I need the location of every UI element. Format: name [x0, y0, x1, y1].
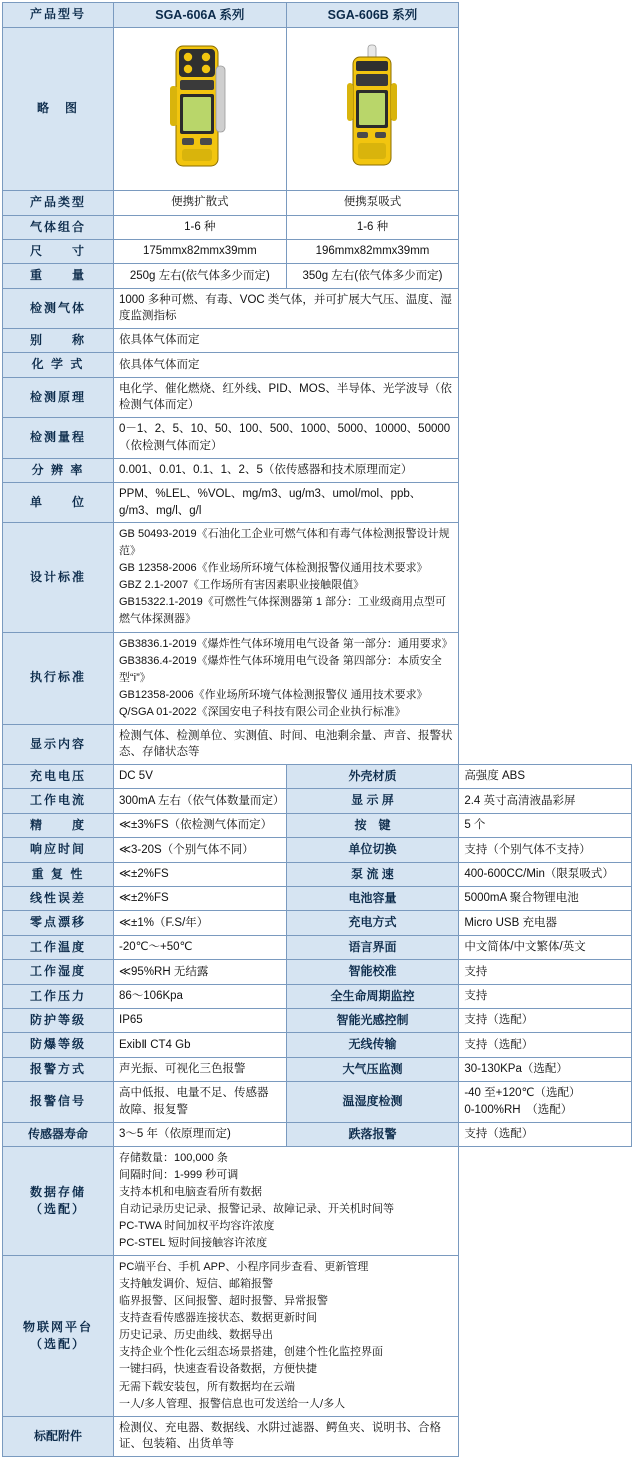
- pair-label-right-9: 全生命周期监控: [286, 984, 459, 1008]
- table-row-sensor-life: [3, 1122, 632, 1146]
- row-value-span-6: PPM、%LEL、%VOL、mg/m3、ug/m3、umol/mol、ppb、g/m3、mg/l、g/l: [114, 482, 459, 522]
- rows-span-body: [3, 288, 632, 523]
- row-label-design-standard: 设计标准: [3, 523, 114, 632]
- temp-humidity-line-1: 0-100%RH （选配）: [464, 1103, 573, 1116]
- pair-label-right-11: 无线传输: [286, 1033, 459, 1057]
- row-value-a-1: 1-6 种: [114, 215, 287, 239]
- design-standard-line-3: GB15322.1-2019《可燃性气体探测器第 1 部分：工业级商用点型可燃气体探测器》: [119, 596, 447, 626]
- pair-value-right-0: 高强度 ABS: [459, 765, 632, 789]
- row-label-alarm-signal: 报警信号: [3, 1082, 114, 1122]
- iot-platform-value: [114, 1256, 459, 1416]
- pair-label-left-9: 工作压力: [3, 984, 114, 1008]
- data-storage-line-4: PC-TWA 时间加权平均容许浓度: [119, 1220, 275, 1233]
- pair-label-right-4: 泵 流 速: [286, 862, 459, 886]
- model-a-header: SGA-606A 系列: [114, 3, 287, 28]
- row-value-b-0: 便携泵吸式: [286, 191, 459, 215]
- pair-value-left-0: DC 5V: [114, 765, 287, 789]
- row-label-display-content: 显示内容: [3, 724, 114, 764]
- pair-label-left-5: 线性误差: [3, 887, 114, 911]
- accessories-value: 检测仪、充电器、数据线、水阱过滤器、鳄鱼夹、说明书、合格证、包装箱、出货单等: [114, 1416, 459, 1456]
- pair-label-right-12: 大气压监测: [286, 1057, 459, 1081]
- iot-platform-line-8: 一人/多人管理、报警信息也可发送给一人/多人: [119, 1397, 346, 1410]
- table-row-model: [3, 3, 632, 28]
- device-image-b: [341, 43, 403, 175]
- row-label-span-5: 分 辨 率: [3, 458, 114, 482]
- row-label-3: 重 量: [3, 264, 114, 288]
- pair-value-left-1: 300mA 左右（依气体数量而定）: [114, 789, 287, 813]
- pair-value-right-7: 中文简体/中文繁体/英文: [459, 935, 632, 959]
- iot-platform-line-3: 支持查看传感器连接状态、数据更新时间: [119, 1312, 317, 1325]
- alarm-signal-value: [114, 1082, 287, 1122]
- row-value-a-3: 250g 左右(依气体多少而定): [114, 264, 287, 288]
- pair-label-right-2: 按 键: [286, 813, 459, 837]
- iot-platform-line-6: 一键扫码，快速查看设备数据，方便快捷: [119, 1363, 317, 1376]
- pair-label-right-3: 单位切换: [286, 838, 459, 862]
- table-row-data-storage: [3, 1146, 632, 1255]
- row-label-data-storage: [3, 1146, 114, 1255]
- drop-alarm-value: 支持（选配）: [459, 1122, 632, 1146]
- pair-value-left-7: -20℃～+50℃: [114, 935, 287, 959]
- iot-platform-line-2: 临界报警、区间报警、超时报警、异常报警: [119, 1295, 328, 1308]
- exec-standard-value: [114, 632, 459, 724]
- pair-label-left-3: 响应时间: [3, 838, 114, 862]
- table-row: [3, 418, 632, 458]
- data-storage-line-2: 支持本机和电脑查看所有数据: [119, 1186, 262, 1198]
- pair-value-right-10: 支持（选配）: [459, 1009, 632, 1033]
- pair-value-left-12: 声光振、可视化三色报警: [114, 1057, 287, 1081]
- pair-value-left-9: 86～106Kpa: [114, 984, 287, 1008]
- pair-label-left-11: 防爆等级: [3, 1033, 114, 1057]
- row-label-iot-platform-line1: 物联网平台: [22, 1319, 93, 1334]
- pair-label-left-4: 重 复 性: [3, 862, 114, 886]
- row-label-1: 气体组合: [3, 215, 114, 239]
- alarm-signal-line-0: 高中低报、电量不足、传感器: [119, 1087, 269, 1100]
- pair-value-left-4: ≪±2%FS: [114, 862, 287, 886]
- exec-standard-line-0: GB3836.1-2019《爆炸性气体环境用电气设备 第一部分：通用要求》: [119, 637, 453, 650]
- pair-label-right-6: 充电方式: [286, 911, 459, 935]
- pairs-body: [3, 765, 632, 1082]
- product-image-a-cell: [114, 28, 287, 191]
- table-row-pair: [3, 935, 632, 959]
- data-storage-value: [114, 1146, 459, 1255]
- row-label-sensor-life: 传感器寿命: [3, 1122, 114, 1146]
- table-row-pair: [3, 862, 632, 886]
- row-label-iot-platform-line2: （选配）: [29, 1336, 86, 1351]
- pair-value-right-12: 30-130KPa（选配）: [459, 1057, 632, 1081]
- pair-value-right-2: 5 个: [459, 813, 632, 837]
- iot-platform-line-1: 支持触发调价、短信、邮箱报警: [119, 1278, 273, 1291]
- data-storage-line-0: 存储数量：100,000 条: [119, 1151, 228, 1164]
- table-row: [3, 191, 632, 215]
- pair-label-left-1: 工作电流: [3, 789, 114, 813]
- table-row-pair: [3, 887, 632, 911]
- design-standard-value: [114, 523, 459, 632]
- row-value-b-2: 196mmx82mmx39mm: [286, 239, 459, 263]
- table-row: [3, 482, 632, 522]
- iot-platform-line-5: 支持企业个性化云组态场景搭建，创建个性化监控界面: [119, 1346, 383, 1359]
- iot-platform-line-0: PC端平台、手机 APP、小程序同步查看、更新管理: [119, 1261, 369, 1274]
- pair-value-left-3: ≪3-20S（个别气体不同）: [114, 838, 287, 862]
- pair-label-left-8: 工作湿度: [3, 960, 114, 984]
- row-value-b-1: 1-6 种: [286, 215, 459, 239]
- row-label-span-6: 单 位: [3, 482, 114, 522]
- data-storage-line-5: PC-STEL 短时间接触容许浓度: [119, 1237, 268, 1250]
- exec-standard-line-3: Q/SGA 01-2022《深国安电子科技有限公司企业执行标准》: [119, 705, 406, 718]
- table-row-accessories: [3, 1416, 632, 1456]
- pair-value-right-1: 2.4 英寸高清液晶彩屏: [459, 789, 632, 813]
- row-label-2: 尺 寸: [3, 239, 114, 263]
- table-row-pair: [3, 1009, 632, 1033]
- row-label-sketch: 略 图: [3, 28, 114, 191]
- pair-label-left-10: 防护等级: [3, 1009, 114, 1033]
- pair-value-right-6: Micro USB 充电器: [459, 911, 632, 935]
- row-value-span-3: 电化学、催化燃烧、红外线、PID、MOS、半导体、光学波导（依检测气体而定）: [114, 377, 459, 417]
- data-storage-line-1: 间隔时间：1-999 秒可调: [119, 1168, 239, 1181]
- table-row: [3, 353, 632, 377]
- table-row: [3, 329, 632, 353]
- table-row: [3, 264, 632, 288]
- table-row-exec-standard: [3, 632, 632, 724]
- table-row-pair: [3, 789, 632, 813]
- table-row: [3, 215, 632, 239]
- design-standard-line-2: GBZ 2.1-2007《工作场所有害因素职业接触限值》: [119, 579, 365, 592]
- row-label-data-storage-line2: （选配）: [29, 1202, 86, 1217]
- pair-label-right-8: 智能校准: [286, 960, 459, 984]
- row-value-span-5: 0.001、0.01、0.1、1、2、5（依传感器和技术原理而定）: [114, 458, 459, 482]
- pair-value-left-11: ExibⅡ CT4 Gb: [114, 1033, 287, 1057]
- row-label-accessories: 标配附件: [3, 1416, 114, 1456]
- product-spec-table: [2, 2, 632, 1457]
- gas-detector-b-icon: [341, 43, 403, 169]
- device-image-a: [164, 42, 236, 176]
- pair-label-right-5: 电池容量: [286, 887, 459, 911]
- table-row: [3, 288, 632, 328]
- row-label-span-3: 检测原理: [3, 377, 114, 417]
- row-label-0: 产品类型: [3, 191, 114, 215]
- table-row: [3, 239, 632, 263]
- row-label-exec-standard: 执行标准: [3, 632, 114, 724]
- row-value-span-2: 依具体气体而定: [114, 353, 459, 377]
- pair-value-right-3: 支持（个别气体不支持）: [459, 838, 632, 862]
- display-content-value: 检测气体、检测单位、实测值、时间、电池剩余量、声音、报警状态、存储状态等: [114, 724, 459, 764]
- table-row-pair: [3, 984, 632, 1008]
- pair-value-right-11: 支持（选配）: [459, 1033, 632, 1057]
- pair-value-left-8: ≪95%RH 无结露: [114, 960, 287, 984]
- row-value-span-4: 0－1、2、5、10、50、100、500、1000、5000、10000、50000（依检测气体而定）: [114, 418, 459, 458]
- pair-value-left-6: ≪±1%（F.S/年）: [114, 911, 287, 935]
- row-label-model: 产品型号: [3, 3, 114, 28]
- row-label-drop-alarm: 跌落报警: [286, 1122, 459, 1146]
- table-row-iot-platform: [3, 1256, 632, 1416]
- model-b-header: SGA-606B 系列: [286, 3, 459, 28]
- table-row-pair: [3, 765, 632, 789]
- product-image-b-cell: [286, 28, 459, 191]
- table-row: [3, 458, 632, 482]
- table-row-alarm-signal: [3, 1082, 632, 1122]
- pair-label-left-6: 零点漂移: [3, 911, 114, 935]
- gas-detector-a-icon: [164, 42, 236, 170]
- row-label-span-4: 检测量程: [3, 418, 114, 458]
- temp-humidity-value: [459, 1082, 632, 1122]
- table-row-pair: [3, 1033, 632, 1057]
- row-value-a-0: 便携扩散式: [114, 191, 287, 215]
- sensor-life-value: 3～5 年（依原理而定): [114, 1122, 287, 1146]
- pair-label-left-2: 精 度: [3, 813, 114, 837]
- row-value-a-2: 175mmx82mmx39mm: [114, 239, 287, 263]
- exec-standard-line-2: GB12358-2006《作业场所环境气体检测报警仪 通用技术要求》: [119, 688, 428, 701]
- row-label-span-1: 别 称: [3, 329, 114, 353]
- pair-label-left-7: 工作温度: [3, 935, 114, 959]
- row-label-span-0: 检测气体: [3, 288, 114, 328]
- pair-label-left-0: 充电电压: [3, 765, 114, 789]
- pair-value-right-8: 支持: [459, 960, 632, 984]
- table-row-display-content: [3, 724, 632, 764]
- pair-label-right-1: 显 示 屏: [286, 789, 459, 813]
- table-row-sketch: [3, 28, 632, 191]
- table-row-pair: [3, 960, 632, 984]
- design-standard-line-1: GB 12358-2006《作业场所环境气体检测报警仪通用技术要求》: [119, 562, 428, 575]
- row-label-iot-platform: [3, 1256, 114, 1416]
- row-label-span-2: 化 学 式: [3, 353, 114, 377]
- pair-value-left-2: ≪±3%FS（依检测气体而定）: [114, 813, 287, 837]
- pair-label-left-12: 报警方式: [3, 1057, 114, 1081]
- table-row-pair: [3, 911, 632, 935]
- iot-platform-line-4: 历史记录、历史曲线、数据导出: [119, 1329, 273, 1342]
- row-label-data-storage-line1: 数据存储: [29, 1184, 86, 1199]
- exec-standard-line-1: GB3836.4-2019《爆炸性气体环境用电气设备 第四部分：本质安全型“i”》: [119, 654, 442, 684]
- pair-value-right-4: 400-600CC/Min（限泵吸式）: [459, 862, 632, 886]
- table-row-pair: [3, 838, 632, 862]
- alarm-signal-line-1: 故障、报复警: [119, 1103, 188, 1116]
- pair-value-left-5: ≪±2%FS: [114, 887, 287, 911]
- pair-value-right-5: 5000mA 聚合物锂电池: [459, 887, 632, 911]
- table-row-design-standard: [3, 523, 632, 632]
- temp-humidity-line-0: -40 至+120℃（选配）: [464, 1087, 581, 1100]
- pair-value-right-9: 支持: [459, 984, 632, 1008]
- table-row-pair: [3, 1057, 632, 1081]
- row-value-span-1: 依具体气体而定: [114, 329, 459, 353]
- row-value-b-3: 350g 左右(依气体多少而定): [286, 264, 459, 288]
- pair-label-right-7: 语言界面: [286, 935, 459, 959]
- pair-value-left-10: IP65: [114, 1009, 287, 1033]
- iot-platform-line-7: 无需下载安装包，所有数据均在云端: [119, 1380, 295, 1393]
- row-value-span-0: 1000 多种可燃、有毒、VOC 类气体，并可扩展大气压、温度、湿度监测指标: [114, 288, 459, 328]
- row-label-temp-humidity: 温湿度检测: [286, 1082, 459, 1122]
- pair-label-right-10: 智能光感控制: [286, 1009, 459, 1033]
- pair-label-right-0: 外壳材质: [286, 765, 459, 789]
- design-standard-line-0: GB 50493-2019《石油化工企业可燃气体和有毒气体检测报警设计规范》: [119, 528, 450, 558]
- table-row-pair: [3, 813, 632, 837]
- data-storage-line-3: 自动记录历史记录、报警记录、故障记录、开关机时间等: [119, 1203, 394, 1216]
- rows-full-body: [3, 191, 632, 289]
- table-row: [3, 377, 632, 417]
